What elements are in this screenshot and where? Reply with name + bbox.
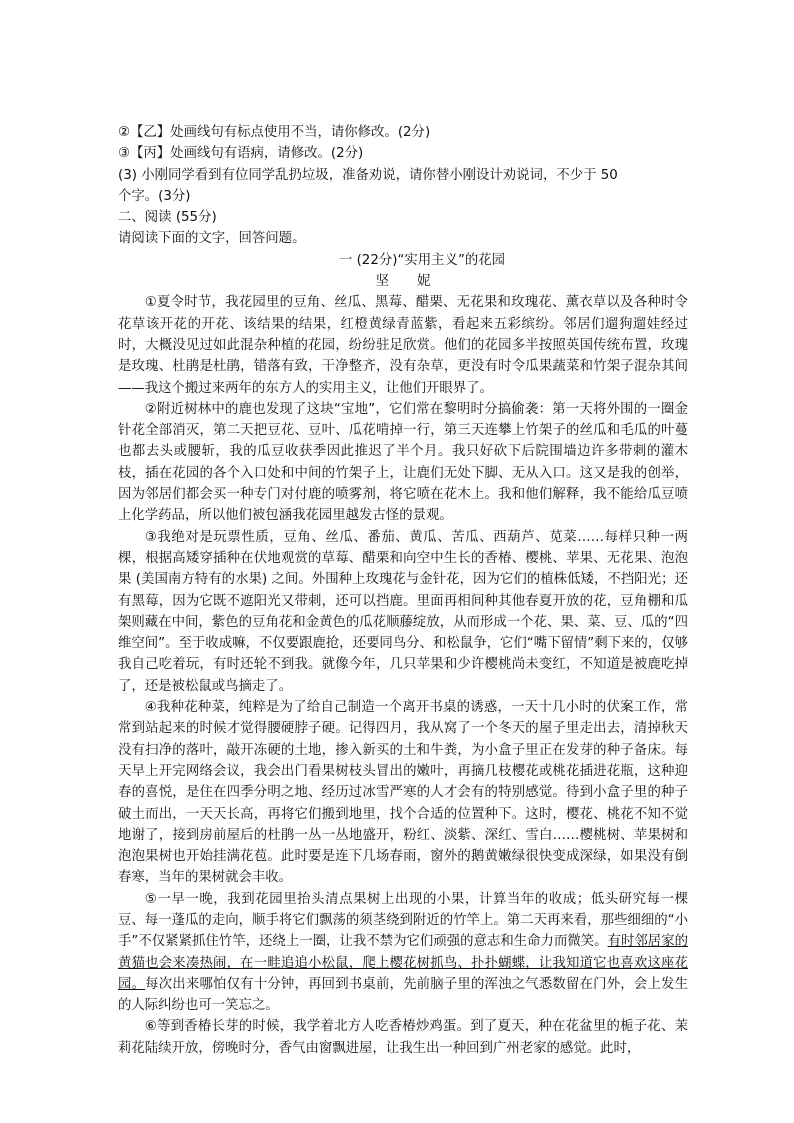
paragraph-5-part-b: 每次出来哪怕仅有十分钟，再回到书桌前，先前脑子里的浑浊之气悉数留在门外，会上发生的人际纠纷也可一笑忘之。: [118, 976, 689, 1014]
document-page: [118, 122, 688, 1059]
paragraph-5-underlined-sentence: 有时邻居家的黄猫也会来凑热闹，在一畦追追小松鼠，爬上樱花树抓鸟、扑扑蝴蝶，让我知道它也喜欢这座花园。: [118, 934, 688, 992]
paragraph-5: [118, 889, 688, 1017]
question-3: ③【丙】处画线句有语病，请修改。(2分): [118, 146, 364, 162]
article-title: 一 (22分)“实用主义”的花园: [338, 252, 506, 268]
author-char-1: 坚: [375, 274, 389, 290]
section-heading: 二、阅读 (55分): [118, 210, 217, 226]
question-2: ②【乙】处画线句有标点使用不当，请你修改。(2分): [118, 125, 431, 140]
question-task-line-2: 个字。(3分): [118, 188, 191, 204]
article-body: [118, 292, 688, 1059]
paragraph-4: ④我种花种菜，纯粹是为了给自己制造一个离开书桌的诱惑，一天十几小时的伏案工作，常常到站起来的时候才觉得腰硬脖子硬。记得四月，我从窝了一个冬天的屋子里走出去，清掉秋天没有扫净的落叶，敲开冻硬的土地，掺入新买的土和牛粪，为小盒子里正在发芽的种子备床。每天早上开完网络会议，我会出门看果树枝头冒出的嫩叶，再摘几枝樱花或桃花插进花瓶，这种迎春的喜悦，是住在四季分明之地、经历过冰雪严寒的人才会有的特别感觉。待到小盒子里的种子破土而出，一天天长高，再将它们搬到地里，找个合适的位置种下。这时，樱花、桃花不知不觉地谢了，接到房前屋后的杜鹃一丛一丛地盛开，粉红、淡紫、深红、雪白……樱桃树、苹果树和泡泡果树也开始挂满花苞。此时要是连下几场春雨，窗外的鹅黄嫩绿很快变成深绿，如果没有倒春寒，当年的果树就会丰收。: [118, 700, 688, 886]
paragraph-6: ⑥等到香椿长芽的时候，我学着北方人吃香椿炒鸡蛋。到了夏天，种在花盆里的栀子花、茉莉花陆续开放，傍晚时分，香气由窗飘进屋，让我生出一种回到广州老家的感觉。此时，: [118, 1019, 688, 1056]
paragraph-2: ②附近树林中的鹿也发现了这块“宝地”，它们常在黎明时分搞偷袭：第一天将外围的一圈金针花全部消灭，第二天把豆花、豆叶、瓜花啃掉一行，第三天连攀上竹架子的丝瓜和毛瓜的叶蔓也都去头或腰斩，我的瓜豆收获季因此推迟了半个月。我只好砍下后院围墙边许多带刺的灌木枝，插在花园的各个入口处和中间的竹架子上，让鹿们无处下脚、无从入口。这又是我的创举，因为邻居们都会买一种专门对付鹿的喷雾剂，将它喷在花木上。我和他们解释，我不能给瓜豆喷上化学药品，所以他们被包涵我花园里越发古怪的景观。: [118, 401, 688, 524]
paragraph-1: ①夏令时节，我花园里的豆角、丝瓜、黑莓、醋栗、无花果和玫瑰花、薰衣草以及各种时令花草该开花的开花、该结果的结果，红橙黄绿青蓝紫，看起来五彩缤纷。邻居们遛狗遛娃经过时，大概没见过如此混杂种植的花园，纷纷驻足欣赏。他们的花园多半按照英国传统布置，玫瑰是玫瑰、杜鹃是杜鹃，错落有致，干净整齐，没有杂草，更没有时令瓜果蔬菜和竹架子混杂其间——我这个搬过来两年的东方人的实用主义，让他们开眼界了。: [118, 295, 688, 396]
paragraph-3: ③我绝对是玩票性质，豆角、丝瓜、番茄、黄瓜、苦瓜、西葫芦、苋菜……每样只种一两棵，根据高矮穿插种在伏地观赏的草莓、醋栗和向空中生长的香椿、樱桃、苹果、无花果、泡泡果 (美国南方特有的水果) 之间。外围种上玫瑰花与金针花，因为它们的植株低矮，不挡阳光；还有黑莓，因为它既不遮阳光又带刺，还可以挡鹿。里面再相间种其他春夏开放的花，豆角棚和瓜架则藏在中间，紫色的豆角花和金黄色的瓜花顺藤绽放，从而形成一个花、果、菜、豆、瓜的“四维空间”。至于收成嘛，不仅要跟鹿抢，还要同鸟分、和松鼠争，它们“嘴下留情”剩下来的，仅够我自己吃着玩，有时还轮不到我。就像今年，几只苹果和少许樱桃尚未变红，不知道是被鹿吃掉了，还是被松鼠或鸟摘走了。: [118, 529, 688, 694]
article-author: [118, 271, 688, 292]
paragraph-5-part-a: ⑤一早一晚，我到花园里抬头清点果树上出现的小果，计算当年的收成；低头研究每一棵豆、每一蓬瓜的走向，顺手将它们飘荡的须茎绕到附近的竹竿上。第二天再来看，那些细细的“小手”不仅紧紧抓住竹竿，还绕上一圈，让我不禁为它们顽强的意志和生命力而微笑。: [118, 891, 688, 950]
question-task-line-1: (3) 小刚同学看到有位同学乱扔垃圾，准备劝说，请你替小刚设计劝说词，不少于 50: [118, 167, 618, 183]
author-char-2: 妮: [417, 274, 431, 290]
section-instruction: 请阅读下面的文字，回答问题。: [118, 231, 306, 247]
